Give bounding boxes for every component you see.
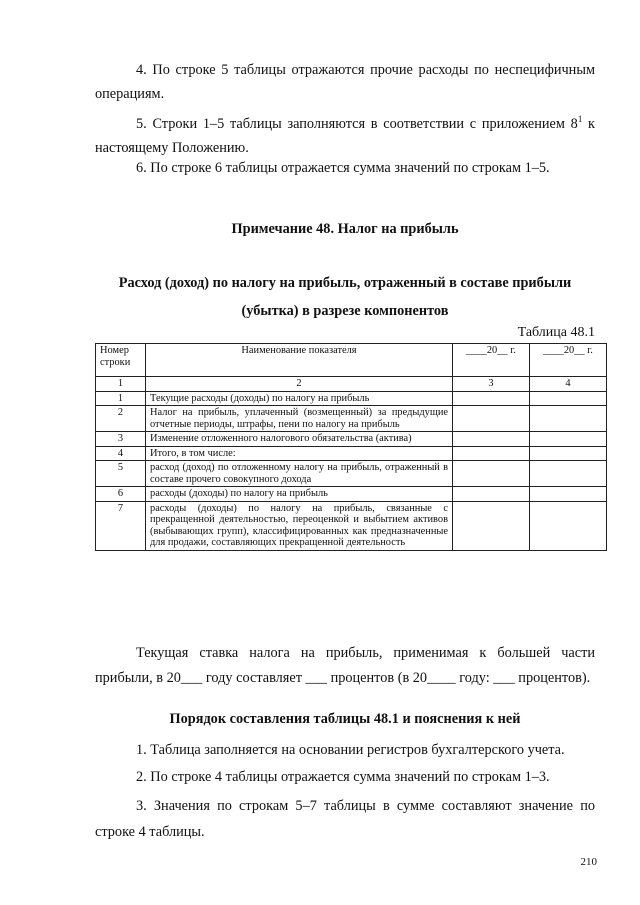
row-name: Изменение отложенного налогового обязательства (актива) xyxy=(146,432,453,447)
row-name: расходы (доходы) по налогу на прибыль xyxy=(146,487,453,502)
value-cell xyxy=(453,461,530,487)
col-number: 1 xyxy=(96,377,146,392)
row-number: 1 xyxy=(96,391,146,406)
value-cell xyxy=(453,487,530,502)
value-cell xyxy=(453,391,530,406)
row-number: 3 xyxy=(96,432,146,447)
value-cell xyxy=(453,446,530,461)
header-row-number: Номер строки xyxy=(96,344,146,377)
row-number: 2 xyxy=(96,406,146,432)
col-number: 2 xyxy=(146,377,453,392)
header-year-1: ____20__ г. xyxy=(453,344,530,377)
procedure-title: Порядок составления таблицы 48.1 и пояснения к ней xyxy=(169,711,521,727)
table-row xyxy=(96,461,607,487)
row-number: 6 xyxy=(96,487,146,502)
value-cell xyxy=(530,432,607,447)
col-number: 4 xyxy=(530,377,607,392)
procedure-item-1: 1. Таблица заполняется на основании регистров бухгалтерского учета. xyxy=(136,742,565,758)
value-cell xyxy=(453,501,530,550)
header-year-2: ____20__ г. xyxy=(530,344,607,377)
table-row xyxy=(96,406,607,432)
row-name: расход (доход) по отложенному налогу на прибыль, отраженный в составе прочего совокупного дохода xyxy=(146,461,453,487)
table-row xyxy=(96,432,607,447)
value-cell xyxy=(530,406,607,432)
col-number: 3 xyxy=(453,377,530,392)
row-name: расходы (доходы) по налогу на прибыль, связанные с прекращенной деятельностью, переоценкой и выбытием активов (выбывающих групп), классифицированных как предназначенные для продажи, составляющих прекращенной деятельность xyxy=(146,501,453,550)
table-row xyxy=(96,446,607,461)
footnote-superscript: 1 xyxy=(577,114,583,124)
table-row xyxy=(96,391,607,406)
row-number: 5 xyxy=(96,461,146,487)
procedure-item-3: 3. Значения по строкам 5–7 таблицы в сумме составляют значение по строке 4 таблицы. xyxy=(95,798,595,840)
row-name: Текущие расходы (доходы) по налогу на прибыль xyxy=(146,391,453,406)
value-cell xyxy=(453,432,530,447)
table-header-row xyxy=(96,344,607,377)
page-number: 210 xyxy=(580,856,597,868)
column-number-row xyxy=(96,377,607,392)
paragraph-6: 6. По строке 6 таблицы отражается сумма значений по строкам 1–5. xyxy=(136,160,550,176)
table-caption: Таблица 48.1 xyxy=(517,325,595,340)
header-indicator-name: Наименование показателя xyxy=(146,344,453,377)
row-number: 4 xyxy=(96,446,146,461)
value-cell xyxy=(530,501,607,550)
value-cell xyxy=(530,487,607,502)
paragraph-5-tail: к настоящему Положению. xyxy=(95,115,595,156)
table-row xyxy=(96,487,607,502)
section-title: Расход (доход) по налогу на прибыль, отраженный в составе прибыли (убытка) в разрезе компонентов xyxy=(118,275,572,319)
table-row xyxy=(96,501,607,550)
paragraph-5-text: 5. Строки 1–5 таблицы заполняются в соответствии с приложением 8 xyxy=(136,115,578,132)
table-48-1 xyxy=(95,343,607,551)
tax-rate-paragraph: Текущая ставка налога на прибыль, применимая к большей части прибыли, в 20___ году составляет ___ процентов (в 20____ году: ___ процентов). xyxy=(95,645,595,686)
value-cell xyxy=(453,406,530,432)
value-cell xyxy=(530,461,607,487)
paragraph-5 xyxy=(95,107,595,160)
value-cell xyxy=(530,391,607,406)
note-title: Примечание 48. Налог на прибыль xyxy=(231,221,459,237)
row-name: Налог на прибыль, уплаченный (возмещенный) за предыдущие отчетные периоды, штрафы, пени по налогу на прибыль xyxy=(146,406,453,432)
value-cell xyxy=(530,446,607,461)
procedure-item-2: 2. По строке 4 таблицы отражается сумма значений по строкам 1–3. xyxy=(136,769,550,785)
paragraph-4: 4. По строке 5 таблицы отражаются прочие расходы по неспецифичным операциям. xyxy=(95,62,595,102)
row-number: 7 xyxy=(96,501,146,550)
row-name: Итого, в том числе: xyxy=(146,446,453,461)
